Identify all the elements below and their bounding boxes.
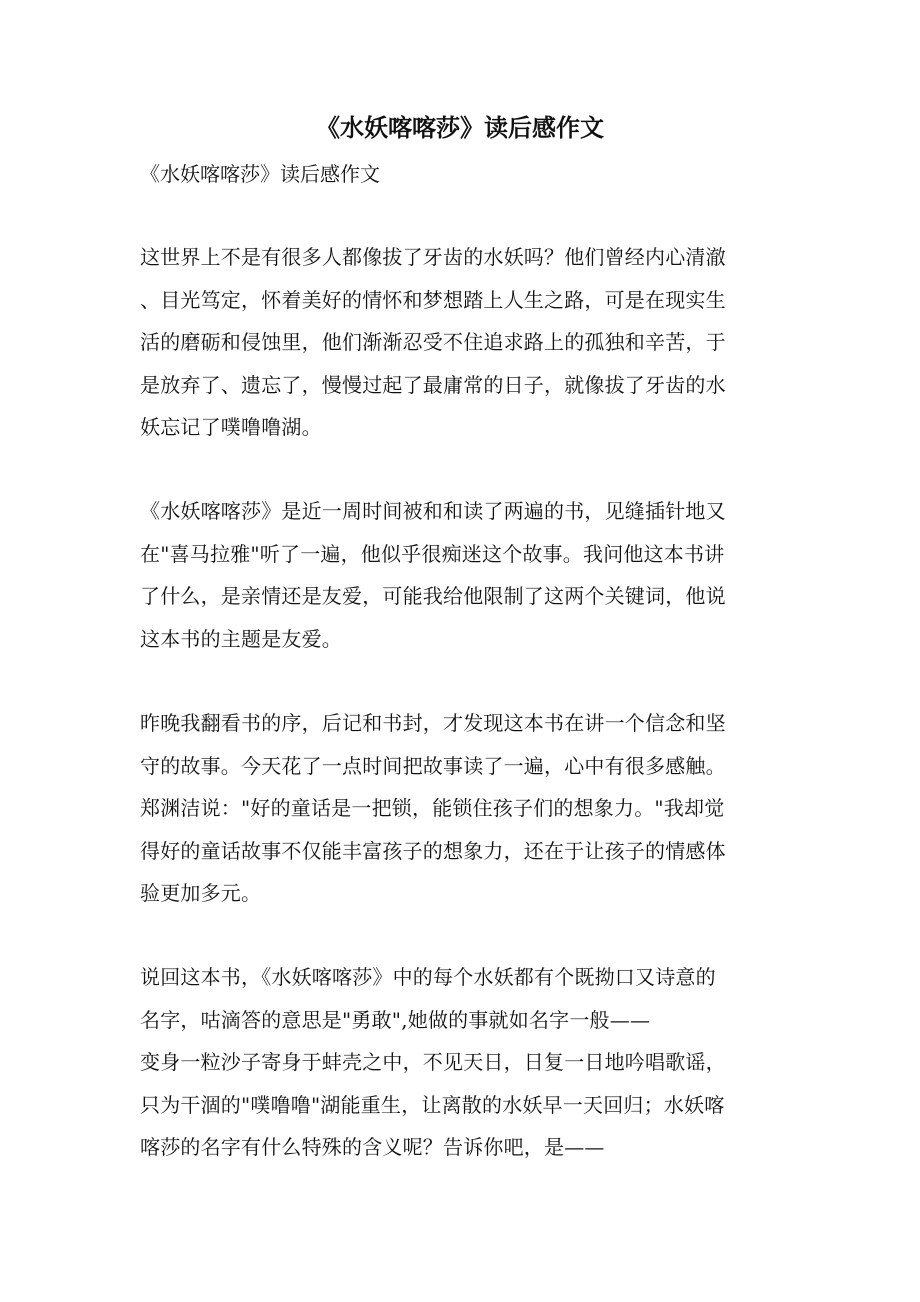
document-title: 《水妖喀喀莎》读后感作文 xyxy=(316,113,604,142)
paragraph-line: 活的磨砺和侵蚀里，他们渐渐忍受不住追求路上的孤独和辛苦，于 xyxy=(140,330,726,354)
paragraph-line: 、目光笃定，怀着美好的情怀和梦想踏上人生之路，可是在现实生 xyxy=(140,287,726,312)
paragraph-line: 是放弃了、遗忘了，慢慢过起了最庸常的日子，就像拔了牙齿的水 xyxy=(140,372,726,397)
paragraph-line: 只为干涸的"噗噜噜"湖能重生，让离散的水妖早一天回归；水妖喀 xyxy=(140,1092,725,1117)
paragraph-line: 在"喜马拉雅"听了一遍，他似乎很痴迷这个故事。我问他这本书讲 xyxy=(140,541,725,566)
paragraph-line: 郑渊洁说："好的童话是一把锁，能锁住孩子们的想象力。"我却觉 xyxy=(140,796,725,820)
document-subtitle: 《水妖喀喀莎》读后感作文 xyxy=(140,162,380,186)
paragraph-line: 得好的童话故事不仅能丰富孩子的想象力，还在于让孩子的情感体 xyxy=(140,838,726,863)
paragraph-line: 验更加多元。 xyxy=(140,881,262,905)
paragraph-4 xyxy=(140,956,780,1169)
paragraph-line: 妖忘记了噗噜噜湖。 xyxy=(140,415,322,439)
paragraph-1 xyxy=(140,236,780,449)
paragraph-line: 昨晚我翻看书的序，后记和书封，才发现这本书在讲一个信念和坚 xyxy=(140,711,726,735)
paragraph-line: 守的故事。今天花了一点时间把故事读了一遍，心中有很多感触。 xyxy=(140,753,726,778)
paragraph-line: 了什么，是亲情还是友爱，可能我给他限制了这两个关键词，他说 xyxy=(140,584,726,608)
paragraph-line: 变身一粒沙子寄身于蚌壳之中，不见天日，日复一日地吟唱歌谣， xyxy=(140,1050,726,1074)
paragraph-line: 《水妖喀喀莎》是近一周时间被和和读了两遍的书，见缝插针地又 xyxy=(140,499,726,523)
paragraph-3 xyxy=(140,702,780,915)
paragraph-line: 名字，咕滴答的意思是"勇敢",她做的事就如名字一般—— xyxy=(140,1007,651,1032)
paragraph-2 xyxy=(140,490,780,660)
paragraph-line: 喀莎的名字有什么特殊的含义呢？告诉你吧，是—— xyxy=(140,1135,605,1159)
paragraph-line: 这世界上不是有很多人都像拔了牙齿的水妖吗？他们曾经内心清澈 xyxy=(140,245,726,269)
paragraph-line: 这本书的主题是友爱。 xyxy=(140,626,342,651)
paragraph-line: 说回这本书，《水妖喀喀莎》中的每个水妖都有个既拗口又诗意的 xyxy=(140,965,716,989)
